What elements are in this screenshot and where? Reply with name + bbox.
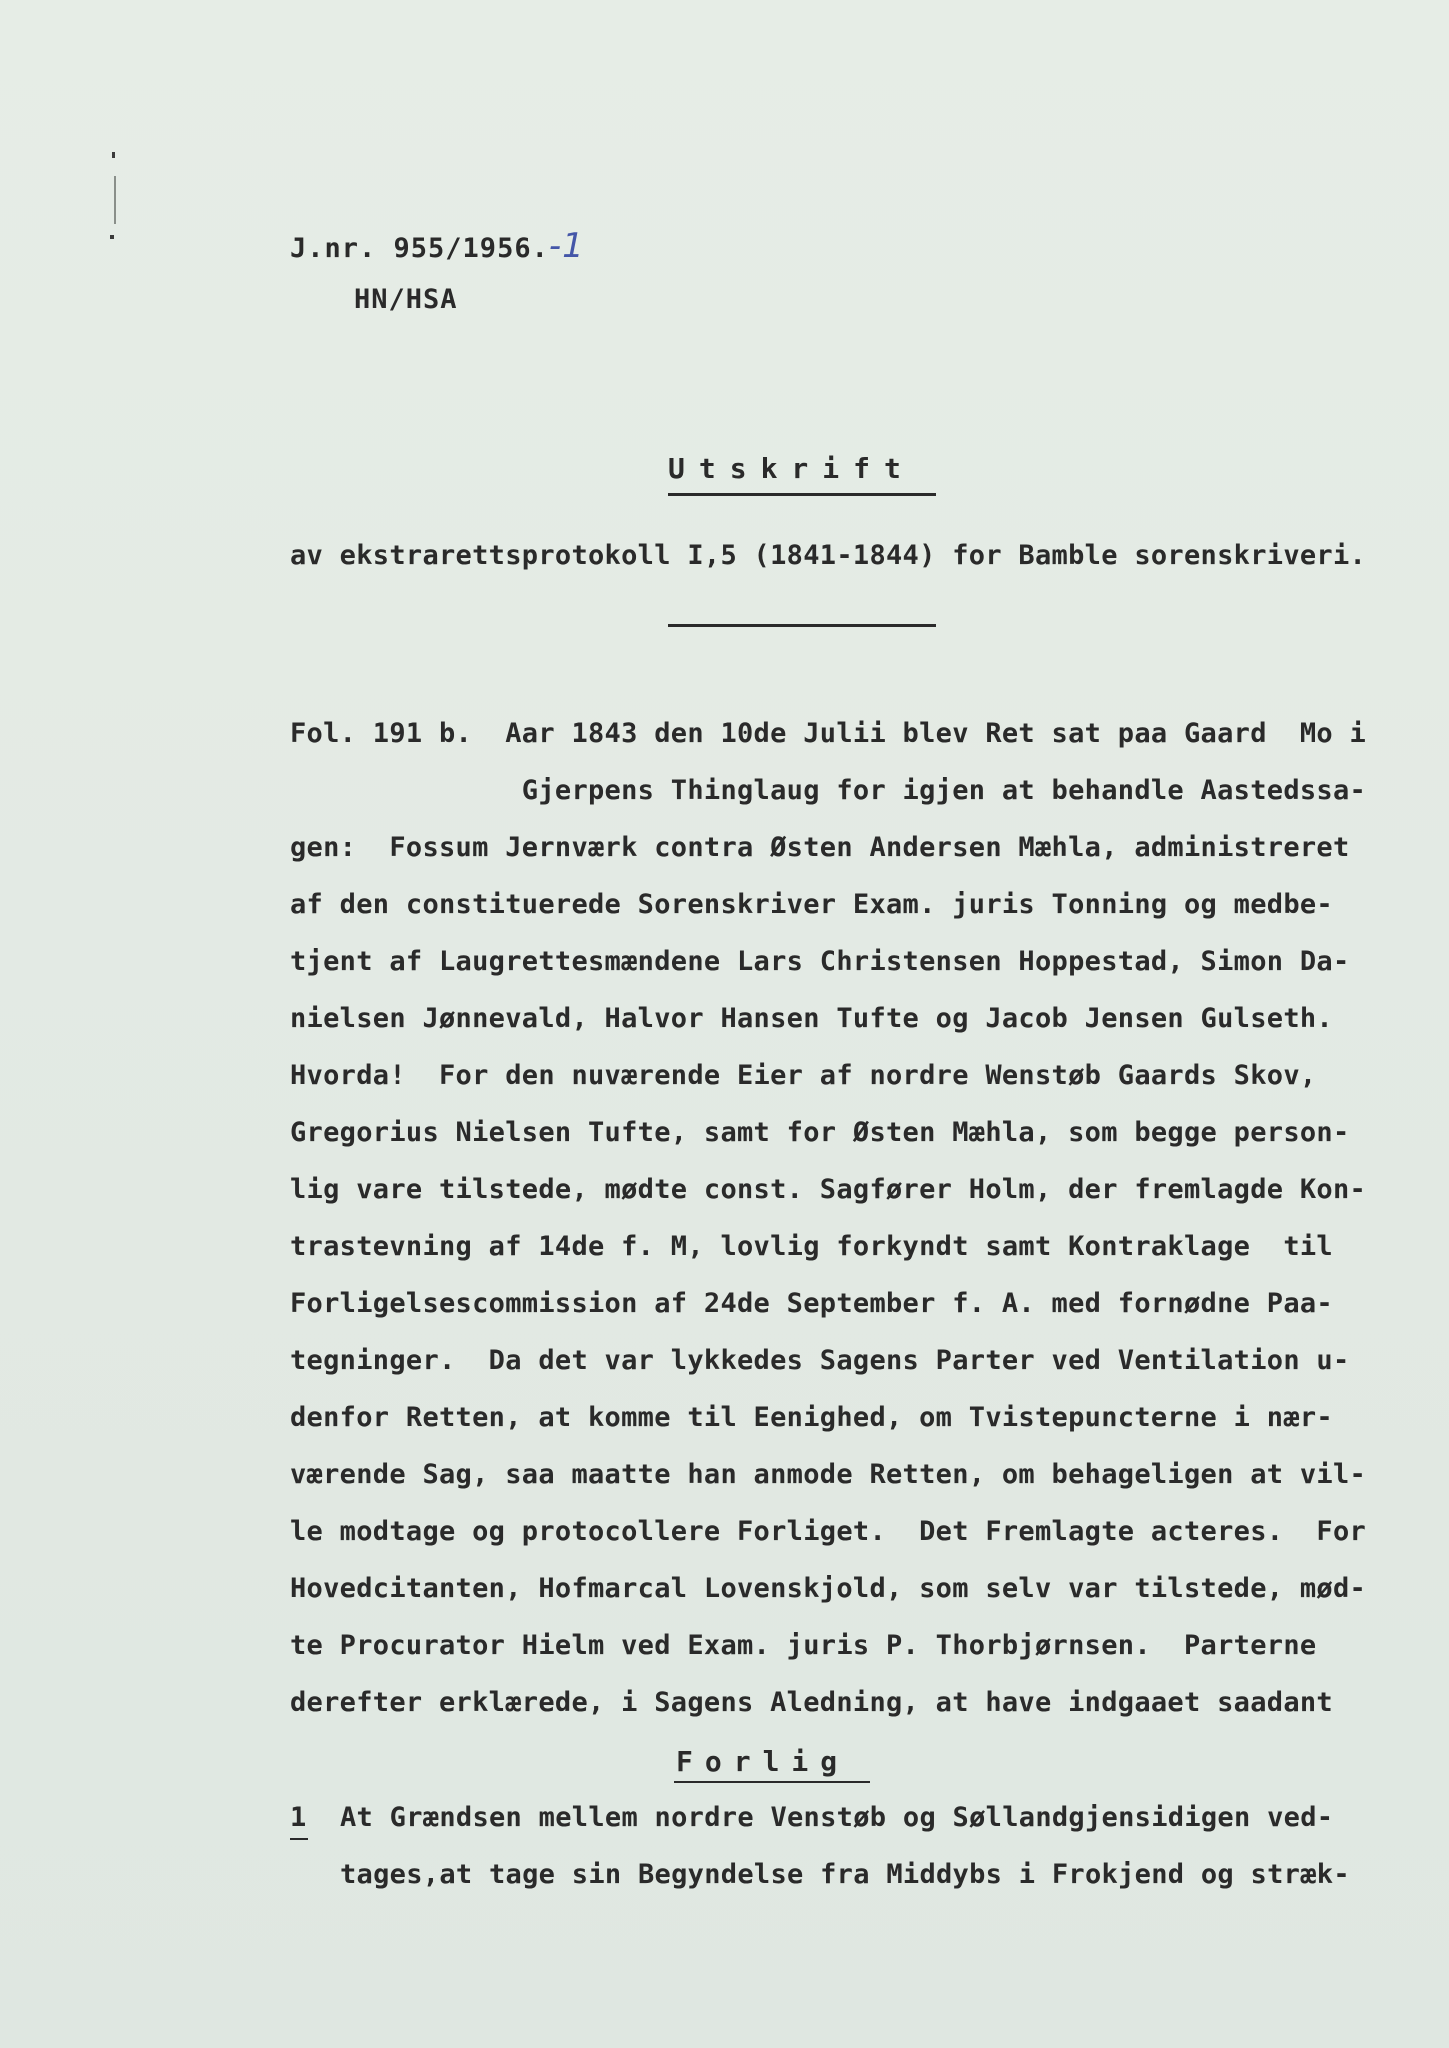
body-line: af den constituerede Sorenskriver Exam. juris Tonning og medbe- [290,889,1333,920]
body-line: Gregorius Nielsen Tufte, samt for Østen Mæhla, som begge person- [290,1117,1350,1148]
body-line: tegninger. Da det var lykkedes Sagens Parter ved Ventilation u- [290,1345,1350,1376]
body-line: Forligelsescommission af 24de September f. A. med fornødne Paa- [290,1288,1333,1319]
body-line: lig vare tilstede, mødte const. Sagfører Holm, der fremlagde Kon- [290,1174,1367,1205]
handwritten-annotation: -1 [548,226,585,266]
body-line: tjent af Laugrettesmændene Lars Christensen Hoppestad, Simon Da- [290,946,1350,977]
item-number: 1 [290,1802,307,1833]
item-line: At Grændsen mellem nordre Venstøb og Søllandgjensidigen ved- [340,1802,1334,1833]
body-line: Gjerpens Thinglaug for igjen at behandle Aastedssa- [290,775,1367,806]
body-line: Hovedcitanten, Hofmarcal Lovenskjold, som selv var tilstede, mød- [290,1573,1367,1604]
body-line: værende Sag, saa maatte han anmode Retten, om behageligen at vil- [290,1459,1367,1490]
body-line: derefter erklærede, i Sagens Aledning, at have indgaaet saadant [290,1687,1333,1718]
item-line: tages,at tage sin Begyndelse fra Middybs i Frokjend og stræk- [340,1859,1350,1890]
margin-mark [112,152,115,158]
body-line: te Procurator Hielm ved Exam. juris P. Thorbjørnsen. Parterne [290,1630,1317,1661]
body-line: denfor Retten, at komme til Eenighed, om Tvistepuncterne i nær- [290,1402,1333,1433]
journal-number: J.nr. 955/1956.-1 [290,226,585,266]
item-number-underline [290,1838,308,1840]
separator-rule [668,624,936,627]
margin-mark [110,235,114,239]
document-title: Utskrift [668,452,915,485]
body-line: le modtage og protocollere Forliget. Det Fremlagte acteres. For [290,1516,1367,1547]
margin-mark [114,176,116,224]
body-line: gen: Fossum Jernværk contra Østen Andersen Mæhla, administreret [290,832,1350,863]
section-heading: Forlig [676,1745,850,1778]
body-line: Fol. 191 b. Aar 1843 den 10de Julii blev Ret sat paa Gaard Mo i [290,718,1367,749]
body-line: nielsen Jønnevald, Halvor Hansen Tufte og Jacob Jensen Gulseth. [290,1003,1333,1034]
body-line: trastevning af 14de f. M, lovlig forkyndt samt Kontraklage til [290,1231,1333,1262]
document-subtitle: av ekstrarettsprotokoll I,5 (1841-1844) for Bamble sorenskriveri. [290,540,1367,571]
section-heading-underline [674,1781,870,1783]
title-underline [668,493,936,496]
body-line: Hvorda! For den nuværende Eier af nordre Wenstøb Gaards Skov, [290,1060,1317,1091]
reference-code: HN/HSA [354,284,458,315]
